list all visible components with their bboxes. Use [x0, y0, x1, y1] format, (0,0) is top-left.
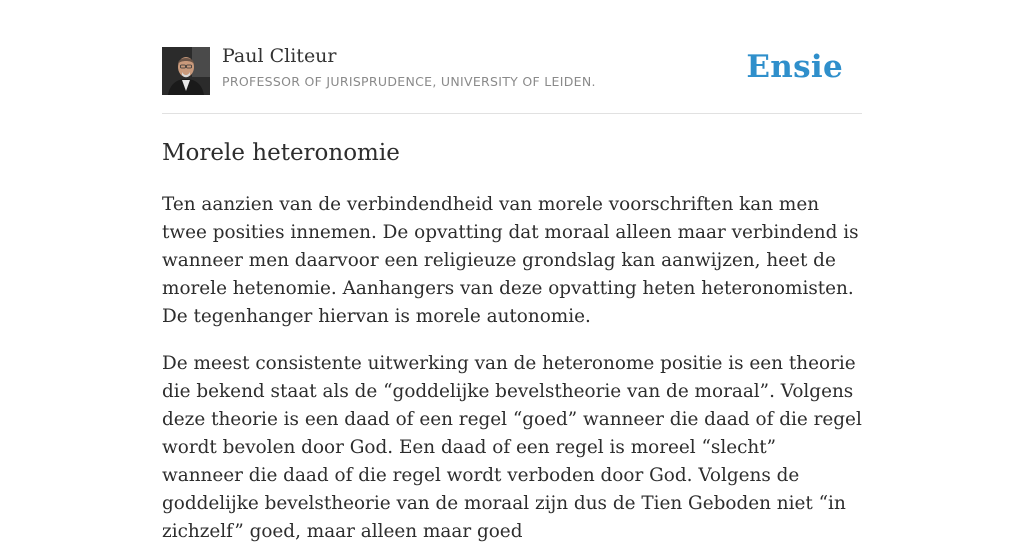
author-photo-icon	[162, 47, 210, 95]
article-title: Morele heteronomie	[162, 140, 400, 166]
article-paragraph: De meest consistente uitwerking van de heteronome positie is een theorie die bekend staat als de “goddelijke bevelstheorie van de moraal”. Volgens deze theorie is een daad of een regel “goed” wanneer die daad of die regel wordt bevolen door God. Een daad of een regel is moreel “slecht” wanneer die daad of die regel wordt verboden door God. Volgens de goddelijke bevelstheorie van de moraal zijn dus de Tien Geboden niet “in zichzelf” goed, maar alleen maar goed	[162, 353, 862, 542]
article-container	[162, 0, 862, 546]
ensie-logo[interactable]: Ensie	[746, 49, 843, 85]
avatar[interactable]	[162, 47, 210, 95]
author-name[interactable]: Paul Cliteur	[222, 45, 337, 67]
author-header	[162, 0, 862, 114]
article-paragraph: Ten aanzien van de verbindendheid van morele voorschriften kan men twee posities innemen. De opvatting dat moraal alleen maar verbindend is wanneer men daarvoor een religieuze grondslag kan aanwijzen, heet de morele hetenomie. Aanhangers van deze opvatting heten heteronomisten. De tegenhanger hiervan is morele autonomie.	[162, 194, 859, 327]
author-role: PROFESSOR OF JURISPRUDENCE, UNIVERSITY OF LEIDEN.	[222, 74, 596, 89]
